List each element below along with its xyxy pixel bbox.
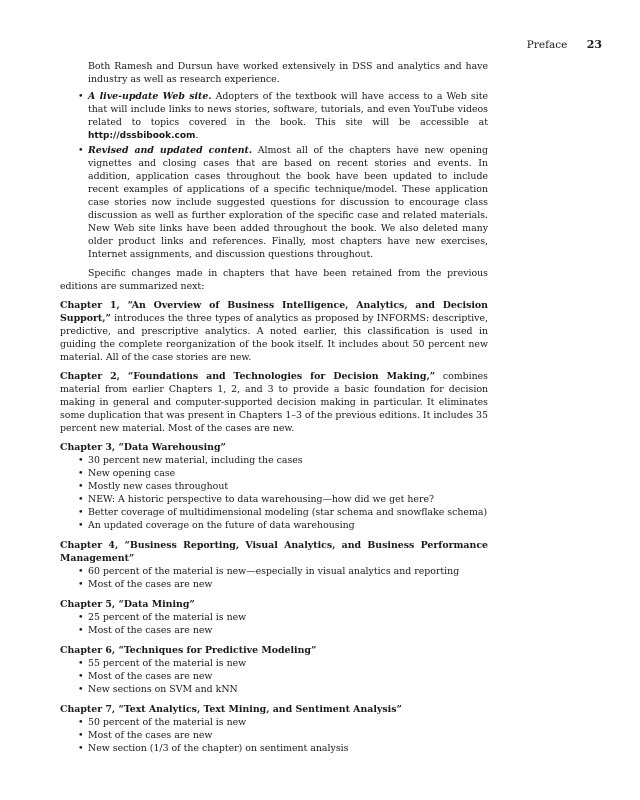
bullet-icon: • [78, 579, 84, 590]
chapter-1-text: introduces the three types of analytics as proposed by INFORMS: descriptive, predictive, and prescriptive analytics. A noted earlier, this classification is used in guiding the complete reorganization of the book itself. It includes about 50 percent new material. All of the case stories are new. [60, 313, 488, 363]
chapter-7-section [60, 703, 488, 755]
bullet-icon: • [78, 520, 84, 531]
list-item: • NEW: A historic perspective to data warehousing—how did we get here? [78, 494, 435, 505]
chapter-2-text: combines material from earlier Chapters 1, 2, and 3 to provide a basic foundation for decision making in general and computer-supported decision making in particular. It eliminates some duplication that was present in Chapters 1–3 of the previous editions. It includes 35 percent new material. Most of the cases are new. [60, 371, 488, 434]
chapter-2-section [60, 370, 488, 435]
page-header [527, 38, 602, 51]
list-item [60, 144, 488, 261]
bullet-icon: • [78, 743, 84, 754]
bullet-icon: • [78, 671, 84, 682]
bullet-icon: • [78, 481, 84, 492]
list-item: • An updated coverage on the future of data warehousing [78, 520, 355, 531]
bullet-icon: • [78, 625, 84, 636]
bullet-text: Adopters of the textbook will have access to a Web site that will include links to news stories, software, tutorials, and even YouTube videos related to topics covered in the book. This site will be accessible at [88, 91, 489, 128]
list-item: • Mostly new cases throughout [78, 481, 229, 492]
list-item [60, 90, 488, 143]
chapter-6-title: Chapter 6, “Techniques for Predictive Modeling” [60, 645, 317, 656]
list-item: • 50 percent of the material is new [78, 717, 247, 728]
chapter-1-section [60, 299, 488, 364]
bullet-title: Revised and updated content. [88, 145, 253, 156]
bullet-icon: • [78, 717, 84, 728]
changes-paragraph: Specific changes made in chapters that have been retained from the previous editions are summarized next: [60, 268, 488, 292]
list-item: • 55 percent of the material is new [78, 658, 247, 669]
bullet-icon: • [78, 566, 84, 577]
bullet-icon: • [78, 468, 84, 479]
list-item: • New sections on SVM and kNN [78, 684, 238, 695]
chapter-1-title: Chapter 1, “An Overview of Business Intelligence, Analytics, and Decision Support,” [60, 300, 488, 324]
website-link[interactable]: http://dssbibook.com [88, 131, 196, 141]
chapter-7-title: Chapter 7, “Text Analytics, Text Mining, and Sentiment Analysis” [60, 704, 402, 715]
chapter-5-list [60, 611, 488, 637]
bullet-icon: • [78, 91, 84, 102]
chapter-3-list [60, 454, 488, 532]
list-item: • New opening case [78, 468, 176, 479]
chapter-4-section [60, 539, 488, 591]
list-item: • Most of the cases are new [78, 625, 213, 636]
running-head: Preface [526, 39, 568, 51]
chapter-2-title: Chapter 2, “Foundations and Technologies for Decision Making,” [60, 371, 436, 382]
chapter-4-title: Chapter 4, “Business Reporting, Visual Analytics, and Business Performance Management” [60, 540, 488, 564]
chapter-6-list [60, 657, 488, 696]
list-item: • New section (1/3 of the chapter) on sentiment analysis [78, 743, 349, 754]
intro-paragraph: Both Ramesh and Dursun have worked extensively in DSS and analytics and have industry as well as research experience. [88, 61, 488, 85]
bullet-title: A live-update Web site. [88, 91, 212, 102]
bullet-icon: • [78, 145, 84, 156]
bullet-icon: • [78, 507, 84, 518]
bullet-icon: • [78, 684, 84, 695]
list-item: • Most of the cases are new [78, 671, 213, 682]
bullet-text: Almost all of the chapters have new opening vignettes and closing cases that are based on recent stories and events. In addition, application cases throughout the book have been updated to include recent examples of applications of a specific technique/model. These application case stories now include suggested questions for discussion to encourage class discussion as well as further exploration of the specific case and related materials. New Web site links have been added throughout the book. We also deleted many older product links and references. Finally, most chapters have new exercises, Internet assignments, and discussion questions throughout. [88, 145, 488, 260]
bullet-icon: • [78, 658, 84, 669]
list-item: • 60 percent of the material is new—especially in visual analytics and reporting [78, 566, 460, 577]
chapter-6-section [60, 644, 488, 696]
list-item: • 25 percent of the material is new [78, 612, 247, 623]
chapter-7-list [60, 716, 488, 755]
bullet-icon: • [78, 455, 84, 466]
bullet-icon: • [78, 612, 84, 623]
list-item: • 30 percent new material, including the cases [78, 455, 303, 466]
list-item: • Better coverage of multidimensional modeling (star schema and snowflake schema) [78, 507, 488, 518]
bullet-icon: • [78, 494, 84, 505]
chapter-3-section [60, 441, 488, 532]
chapter-4-list [60, 565, 488, 591]
list-item: • Most of the cases are new [78, 579, 213, 590]
list-item: • Most of the cases are new [78, 730, 213, 741]
bullet-icon: • [78, 730, 84, 741]
chapter-5-title: Chapter 5, “Data Mining” [60, 599, 195, 610]
chapter-5-section [60, 598, 488, 637]
chapter-3-title: Chapter 3, “Data Warehousing” [60, 442, 226, 453]
bullet-text-end: . [195, 130, 199, 141]
page-number: 23 [586, 38, 602, 51]
feature-list [60, 90, 488, 261]
page-body [60, 60, 488, 762]
